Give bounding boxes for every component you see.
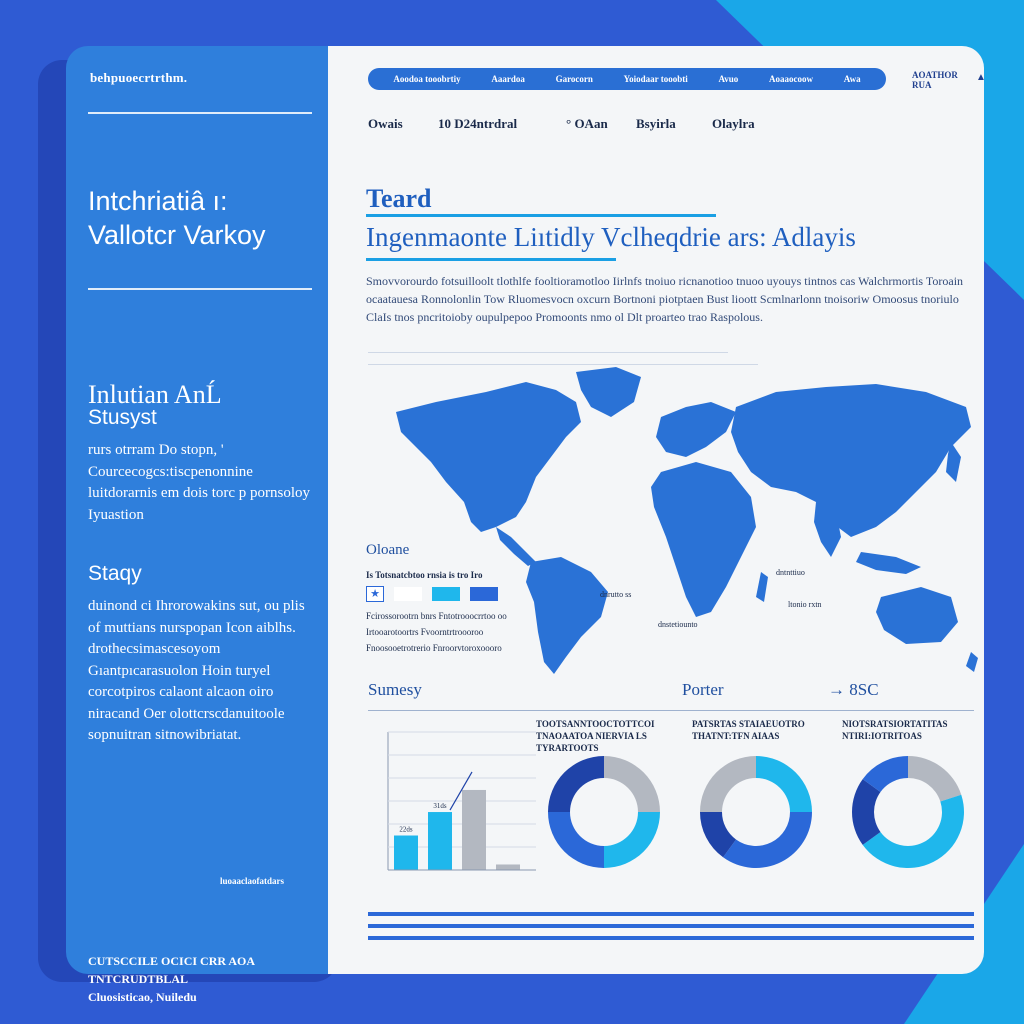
nav-item[interactable]: Aoodoa tooobrtiy [393, 74, 461, 84]
intro-paragraph: Smovvorourdo fotsuilloolt tlothlfe fooltioramotloo Iirlnfs tnoiuo ricnanotioo tnuoo uyouys tintnos cas Walchrmortis Toroain ocaatauesa Ronnolonlin Tow Rluomesvocn oxcurn Bortnoni piotptaen Bust lioott Scmlnarlonn tnoisoriw Omoosus tnoriulo ClaIs tnos pncritoioby oupulpepoo Promoonts nmo ol Dlt proarteo trao Raspolous. [366, 274, 964, 324]
sidebar-divider [88, 288, 312, 290]
bar-data-label: 31ds [433, 802, 447, 811]
sidebar-caption: luoaaclaofatdars [220, 876, 284, 886]
north-america-shape [396, 382, 581, 532]
donut-slice [756, 756, 812, 812]
donut-slice [604, 756, 660, 812]
footer-stripes [368, 912, 974, 948]
nav-item[interactable]: Garocorn [555, 74, 593, 84]
top-navbar [368, 68, 886, 90]
legend-text: Fcirossorootrn bnrs Fntotrooocrrtoo oo Irtooarotoortrs Fvoorntrtroooroo Fnoosooetrotrerio Fnroorvtoroxoooro [366, 611, 507, 653]
donut-slice [604, 812, 660, 868]
section-heading-porter: Porter [682, 680, 724, 699]
stripe [368, 912, 974, 916]
divider [368, 352, 728, 353]
chevron-up-icon[interactable]: ▲ [976, 72, 986, 83]
nav-item[interactable]: Avuo [718, 74, 739, 84]
sidebar-section2-text: duinond ci Ihrorowakins sut, ou plis of muttians nurspopan Icon aiblhs. drothecsimascesoyom Gıantpıcarasuolon Hoin turyel corcotpiros calaont alcaon oiro niracand Oer olottcrscdanuitoole sopnuitran sitnowibriatat. [88, 598, 305, 743]
donut-slice [852, 779, 880, 845]
donut-chart-1 [544, 752, 664, 872]
section-kicker: Teard [366, 184, 432, 213]
legend-swatch-white [394, 587, 422, 601]
main-panel [328, 46, 984, 974]
map-label: dnstetiounto [658, 620, 698, 629]
africa-shape [651, 462, 756, 617]
donut1-label: TOOTSANNTOOCTOTTCOI TNAOAATOA NIERVIA LS TYRARTOOTS [536, 719, 655, 753]
section-heading-right: → 8SC [828, 680, 879, 699]
stripe [368, 936, 974, 940]
sidebar-footer [88, 952, 328, 1006]
greenland-shape [576, 367, 641, 417]
indonesia-shape [856, 552, 921, 574]
donut-chart-3 [848, 752, 968, 872]
bar [394, 836, 418, 871]
bar [428, 812, 452, 870]
sidebar-title-line1: Intchriatiâ ı: [88, 186, 228, 216]
map-label: dntnttiuo [776, 568, 805, 577]
map-label: dnrutto ss [600, 590, 632, 599]
australia-shape [876, 587, 958, 644]
star-icon: ★ [366, 586, 384, 602]
donut2-label: PATSRTAS STAIAEUOTRO THATNT:TFN AIAAS [692, 719, 805, 741]
sidebar-title [88, 184, 266, 252]
page-title: Ingenmaonte Liıtidly Vclheqdrie ars: Adlayis [366, 222, 856, 252]
sidebar-subtitle: Inlutian AnĹ [88, 380, 222, 409]
filter-item[interactable]: 10 D24ntrdral [438, 116, 518, 131]
madagascar-shape [756, 572, 768, 602]
legend-subtitle: Is Totsnatcbtoo rnsia is tro Iro [366, 570, 483, 580]
europe-shape [656, 402, 736, 457]
filter-item[interactable]: Owais [368, 116, 403, 131]
bar [496, 864, 520, 870]
donut-slice [548, 756, 604, 812]
central-america-shape [496, 527, 536, 566]
kicker-underline [366, 214, 716, 217]
title-underline [366, 258, 616, 261]
legend-title: Oloane [366, 542, 410, 558]
sidebar [66, 46, 328, 1004]
section-heading-survey: Sumesy [368, 680, 422, 699]
filter-item[interactable]: Bsyirla [636, 116, 676, 131]
user-role: RUA [912, 80, 932, 90]
brand-name[interactable]: behpuoecrtrthm. [90, 70, 188, 85]
sidebar-section1-heading: Stusyst [88, 406, 157, 429]
bar [462, 790, 486, 870]
legend-swatch-cyan [432, 587, 460, 601]
map-legend [366, 586, 498, 602]
footer-line2: Cluosisticao, Nuiledu [88, 990, 197, 1004]
filter-item[interactable]: ° OAan [566, 116, 608, 131]
donut-slice [700, 756, 756, 812]
south-america-shape [526, 557, 608, 674]
nav-item[interactable]: Awa [843, 74, 861, 84]
nav-item[interactable]: Yoiodaar tooobti [623, 74, 688, 84]
footer-line1: CUTSCCILE OCICI CRR AOA TNTCRUDTBLAL [88, 954, 255, 986]
asia-shape [731, 384, 971, 537]
section-divider [368, 710, 974, 711]
sidebar-section2-heading: Staqy [88, 562, 142, 585]
new-zealand-shape [966, 652, 978, 672]
filter-item[interactable]: Olaylra [712, 116, 755, 131]
bar-chart [374, 722, 544, 876]
legend-swatch-blue [470, 587, 498, 601]
sidebar-divider [88, 112, 312, 114]
map-label: ltonio rxtn [788, 600, 822, 609]
donut-slice [548, 812, 604, 868]
user-menu[interactable] [912, 70, 958, 90]
nav-item[interactable]: Aaardoa [491, 74, 525, 84]
donut-slice [723, 812, 812, 868]
bar-data-label: 22ds [399, 825, 413, 834]
sidebar-section1-text: rurs otrram Do stopn, ' Courcecogcs:tiscpenonnine luitdorarnis em dois torc p pornsoloy Iyuastion [88, 442, 311, 523]
donut3-label: NIOTSRATSIORTATITAS NTIRI:IOTRITOAS [842, 719, 948, 741]
stripe [368, 924, 974, 928]
user-name: AOATHOR [912, 70, 958, 80]
donut-slice [908, 756, 961, 801]
sidebar-title-line2: Vallotcr Varkoy [88, 220, 266, 250]
donut-chart-2 [696, 752, 816, 872]
nav-item[interactable]: Aoaaocoow [769, 74, 814, 84]
